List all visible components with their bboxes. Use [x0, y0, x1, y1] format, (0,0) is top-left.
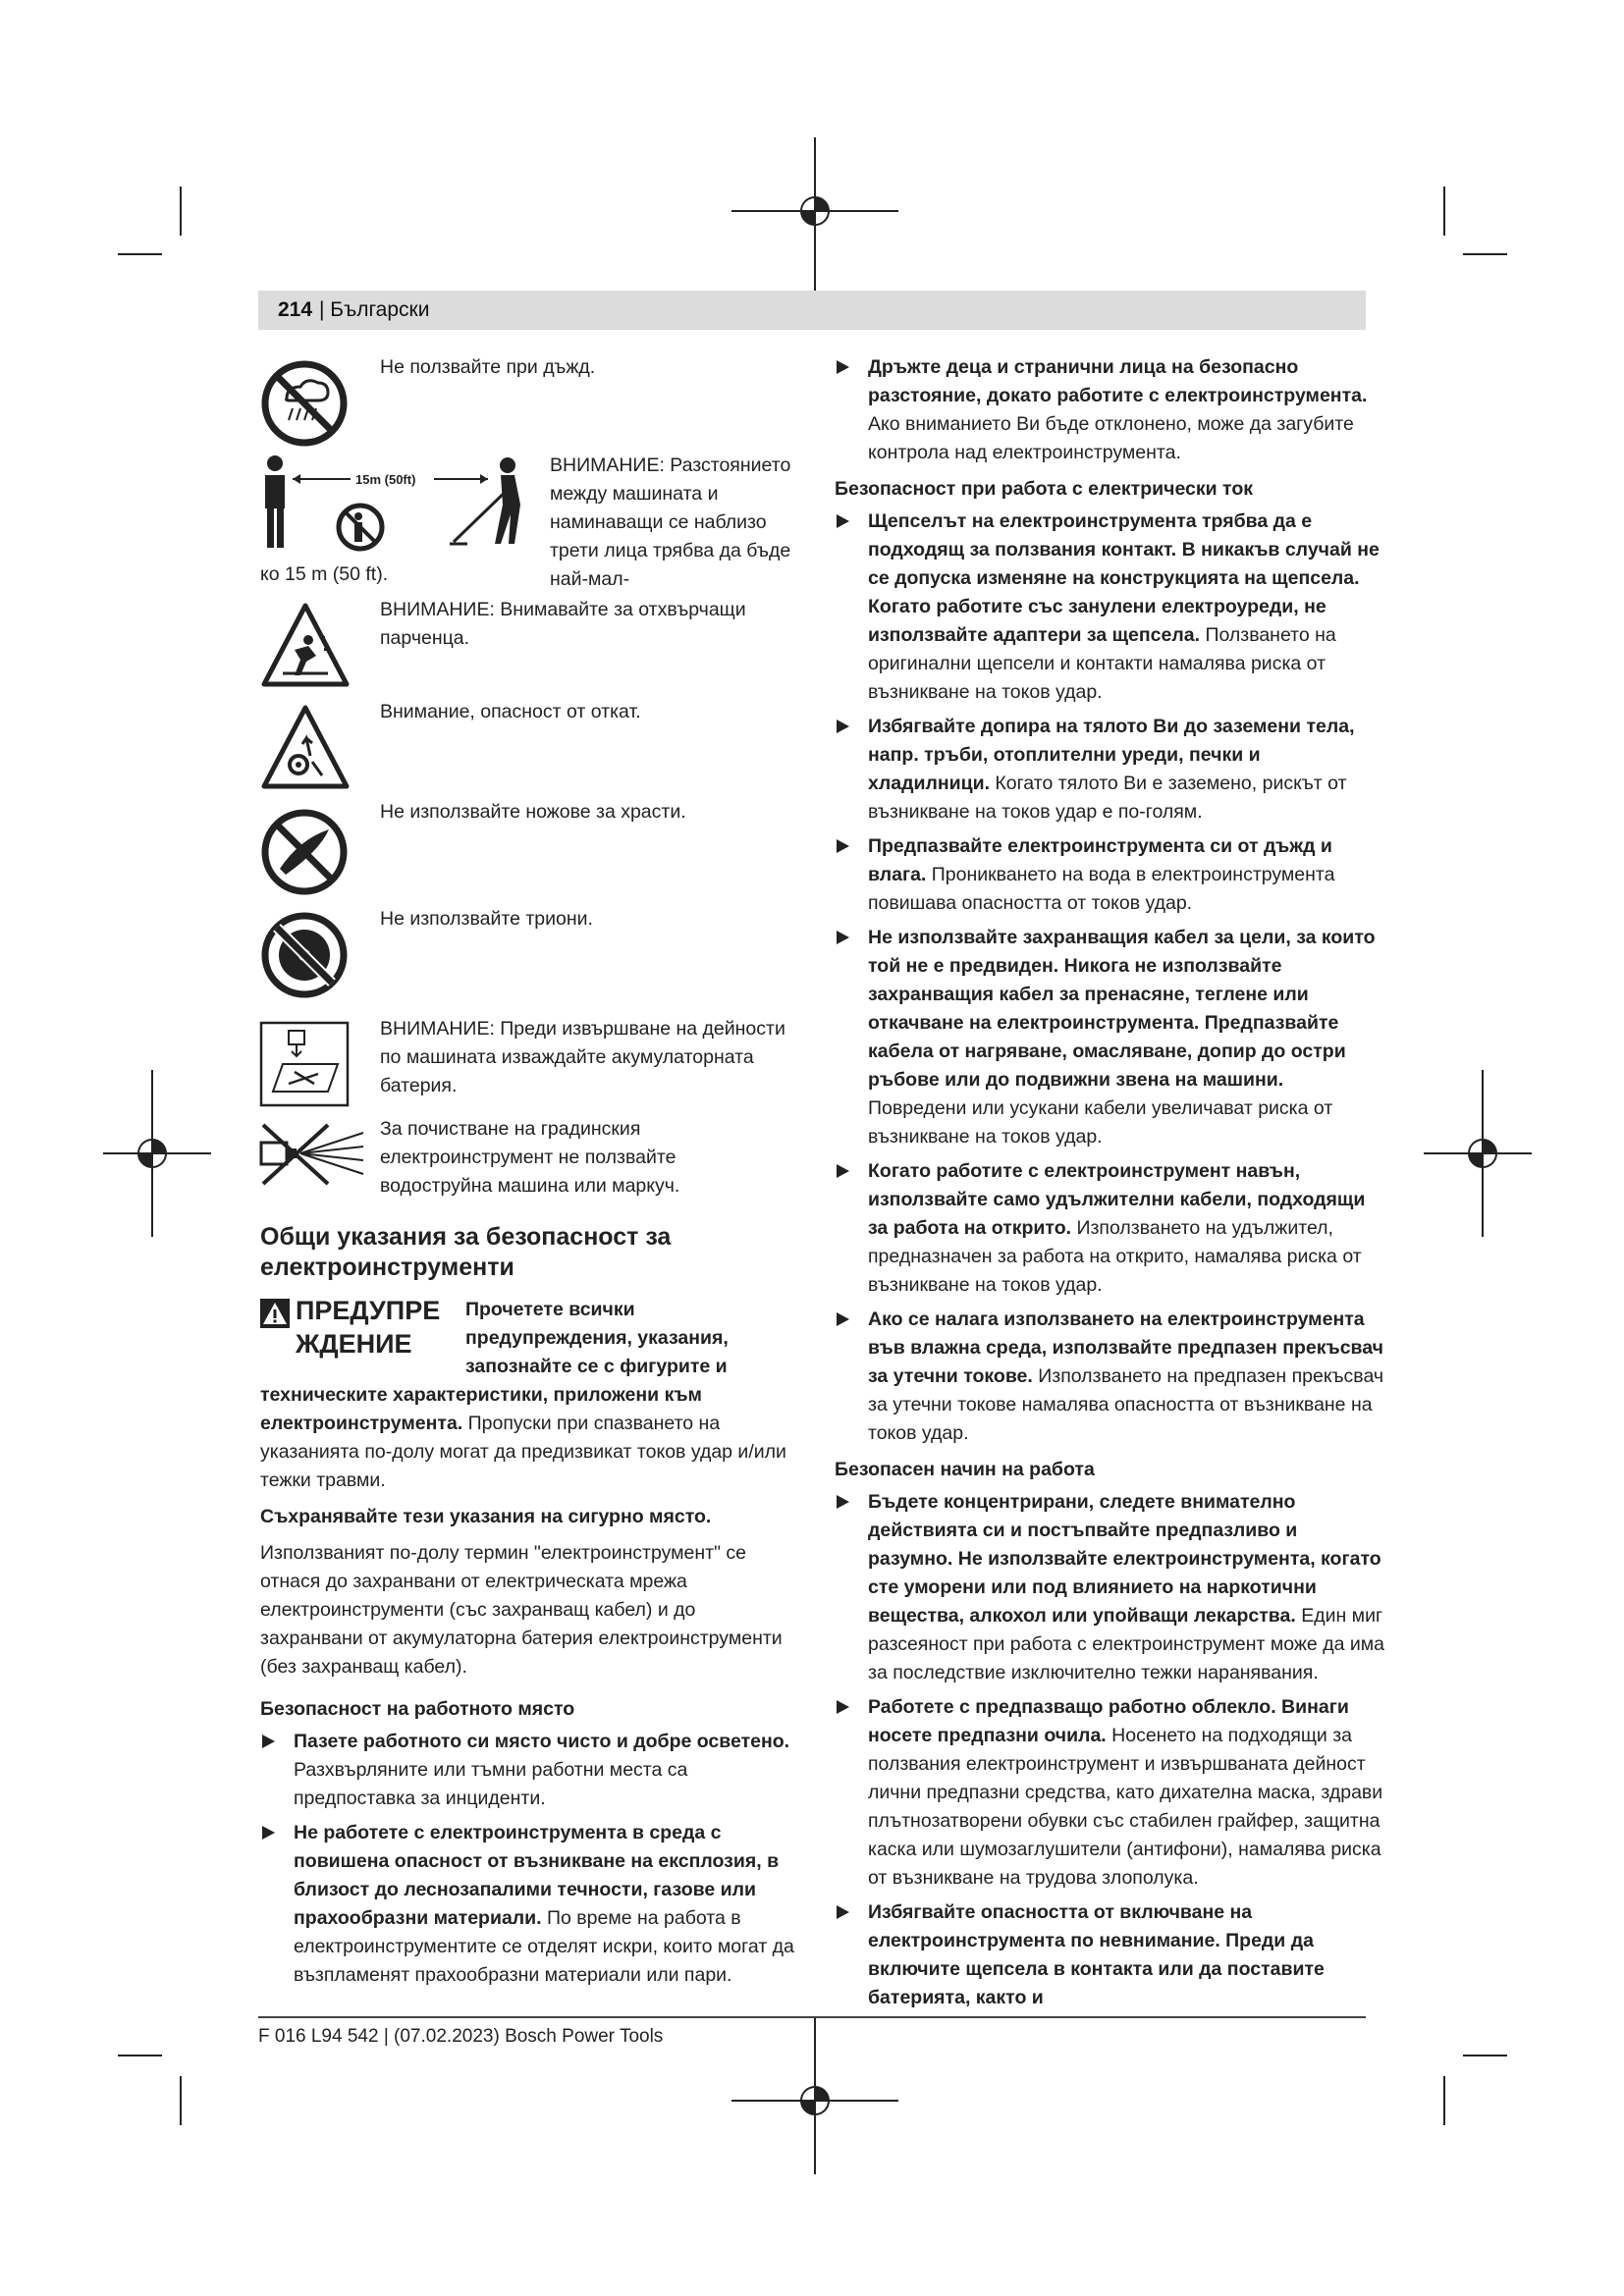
symbol-text: ко 15 m (50 ft).: [260, 563, 389, 585]
list-item: Когато работите с електроинструмент навън, използвайте само удължителни кабели, подходящи за работа на открито. Използването на удължител, предназначен за работа на открито, намалява риска от възникване на токов удар.: [835, 1157, 1384, 1300]
registration-mark-icon: [103, 1070, 211, 1237]
crop-mark: [180, 2076, 182, 2125]
footer-divider: [258, 2016, 1366, 2018]
subsection-heading: Безопасност при работа с електрически ток: [835, 478, 1254, 500]
bullet-triangle-icon: [837, 1905, 849, 1919]
bullet-triangle-icon: [837, 1164, 849, 1178]
subsection-heading: Безопасен начин на работа: [835, 1459, 1095, 1480]
list-item: Пазете работното си място чисто и добре осветено. Разхвърляните или тъмни работни места са предпоставка за инциденти.: [260, 1728, 800, 1813]
keep-instructions: Съхранявайте тези указания на сигурно място.: [260, 1506, 712, 1527]
crop-mark: [180, 187, 182, 236]
symbol-text: Не използвайте ножове за храсти.: [380, 801, 686, 823]
no-hedge-blades-icon: [260, 808, 349, 896]
page-number: 214: [278, 298, 313, 321]
symbol-text: ВНИМАНИЕ: Разстоянието между машината и наминаващи се наблизо трети лица трябва да бъде най-мал-: [550, 454, 791, 590]
crop-mark: [1443, 2076, 1445, 2125]
list-item: Избягвайте допира на тялото Ви до заземени тела, напр. тръби, отоплителни уреди, печки и хладилници. Когато тялото Ви е заземено, рискът от възникване на токов удар е по-голям.: [835, 713, 1384, 827]
page-header: [258, 291, 1366, 330]
symbol-text: Внимание, опасност от откат.: [380, 701, 641, 722]
warning-block: ПРЕДУПРЕЖДЕНИЕ Прочетете всички предупреждения, указания, запознайте се с фигурите и техническите характеристики, приложени към електроинструмента. Пропуски при спазването на указанията по-долу могат да предизвикат токов удар и/или тежки травми.: [260, 1296, 786, 1491]
list-item: Избягвайте опасността от включване на електроинструмента по невнимание. Преди да включите щепсела в контакта или да поставите батерията, както и: [835, 1898, 1384, 2012]
list-item: Работете с предпазващо работно облекло. Винаги носете предпазни очила. Носенето на подходящи за ползвания електроинструмент и извършваната дейност лични предпазни средства, като дихателна маска, здрави плътнозатворени обувки със стабилен грайфер, защитна каска или шумозаглушители (антифони), намалява риска от възникване на трудова злополука.: [835, 1693, 1384, 1893]
bullet-triangle-icon: [837, 931, 849, 944]
bullet-triangle-icon: [837, 1495, 849, 1509]
warning-label: ПРЕДУПРЕЖДЕНИЕ: [260, 1296, 460, 1366]
svg-text:15m (50ft): 15m (50ft): [355, 472, 416, 487]
page-language: | Български: [319, 298, 430, 321]
registration-mark-icon: [731, 2017, 898, 2174]
subsection-heading: Безопасност на работното място: [260, 1698, 575, 1720]
bullet-triangle-icon: [837, 839, 849, 853]
bullet-triangle-icon: [837, 1312, 849, 1326]
kickback-warning-icon: [259, 703, 352, 791]
remove-battery-manual-icon: [259, 1021, 350, 1107]
no-saw-blades-icon: [260, 911, 349, 999]
symbol-text: Не ползвайте при дъжд.: [380, 356, 596, 378]
no-water-jet-icon: [257, 1119, 367, 1188]
bullet-triangle-icon: [837, 360, 849, 374]
bullet-triangle-icon: [837, 514, 849, 528]
list-item: Щепселът на електроинструмента трябва да е подходящ за ползвания контакт. В никакъв случай не се допуска изменяне на конструкцията на щепсела. Когато работите със занулени електроуреди, не използвайте адаптери за щепсела. Ползването на оригинални щепсели и контакти намалява риска от възникване на токов удар.: [835, 507, 1384, 707]
left-column-text: [260, 1222, 800, 1990]
list-item: Дръжте деца и странични лица на безопасно разстояние, докато работите с електроинструмента. Ако вниманието Ви бъде отклонено, може да загубите контрола над електроинструмента.: [835, 353, 1384, 467]
bullet-triangle-icon: [262, 1826, 275, 1840]
page-footer: F 016 L94 542 | (07.02.2023) Bosch Power Tools: [258, 2026, 664, 2047]
warning-triangle-icon: [260, 1299, 290, 1328]
list-item: Не използвайте захранващия кабел за цели, за които той не е предвиден. Никога не използвайте захранващия кабел за пренасяне, теглене или откачване на електроинструмента. Предпазвайте кабела от нагряване, омасляване, допир до остри ръбове или до подвижни звена на машини. Повредени или усукани кабели увеличават риска от възникване на токов удар.: [835, 924, 1384, 1151]
section-heading: Общи указания за безопасност за електроинструменти: [260, 1223, 672, 1281]
distance-15m-icon: [257, 454, 562, 561]
no-rain-icon: [260, 359, 349, 448]
symbol-text: ВНИМАНИЕ: Преди извършване на дейности по машината изваждайте акумулаторната батерия.: [380, 1018, 785, 1096]
list-item: Предпазвайте електроинструмента си от дъжд и влага. Проникването на вода в електроинструмента повишава опасността от токов удар.: [835, 832, 1384, 918]
term-definition: Използваният по-долу термин "електроинструмент" се отнася до захранвани от електрическата мрежа електроинструменти (със захранващ кабел) и до захранвани от акумулаторна батерия електроинструменти (без захранващ кабел).: [260, 1542, 783, 1678]
right-column-text: [835, 353, 1384, 2012]
crop-mark: [118, 2055, 162, 2056]
registration-mark-icon: [731, 137, 898, 294]
bullet-triangle-icon: [837, 1700, 849, 1714]
bullet-triangle-icon: [262, 1735, 275, 1748]
symbol-text: ВНИМАНИЕ: Внимавайте за отхвърчащи парченца.: [380, 599, 746, 649]
list-item: Бъдете концентрирани, следете внимателно действията си и постъпвайте предпазливо и разумно. Не използвайте електроинструмента, когато сте уморени или под влиянието на наркотични вещества, алкохол или упойващи лекарства. Един миг разсеяност при работа с електроинструмент може да има за последствие изключително тежки наранявания.: [835, 1488, 1384, 1687]
symbol-text: Не използвайте триони.: [380, 908, 593, 930]
bullet-triangle-icon: [837, 720, 849, 733]
crop-mark: [1463, 253, 1507, 255]
crop-mark: [1463, 2055, 1507, 2056]
list-item: Не работете с електроинструмента в среда с повишена опасност от възникване на експлозия, в близост до леснозапалими течности, газове или прахообразни материали. По време на работа в електроинструментите се отделят искри, които могат да възпламенят прахообразни материали или пари.: [260, 1819, 800, 1990]
flying-parts-warning-icon: [259, 601, 352, 689]
list-item: Ако се налага използването на електроинструмента във влажна среда, използвайте предпазен прекъсвач за утечни токове. Използването на предпазен прекъсвач за утечни токове намалява опасността от възникване на токов удар.: [835, 1306, 1384, 1448]
crop-mark: [118, 253, 162, 255]
registration-mark-icon: [1424, 1070, 1532, 1237]
crop-mark: [1443, 187, 1445, 236]
symbol-text: За почистване на градинския електроинструмент не ползвайте водоструйна машина или маркуч.: [380, 1118, 680, 1197]
